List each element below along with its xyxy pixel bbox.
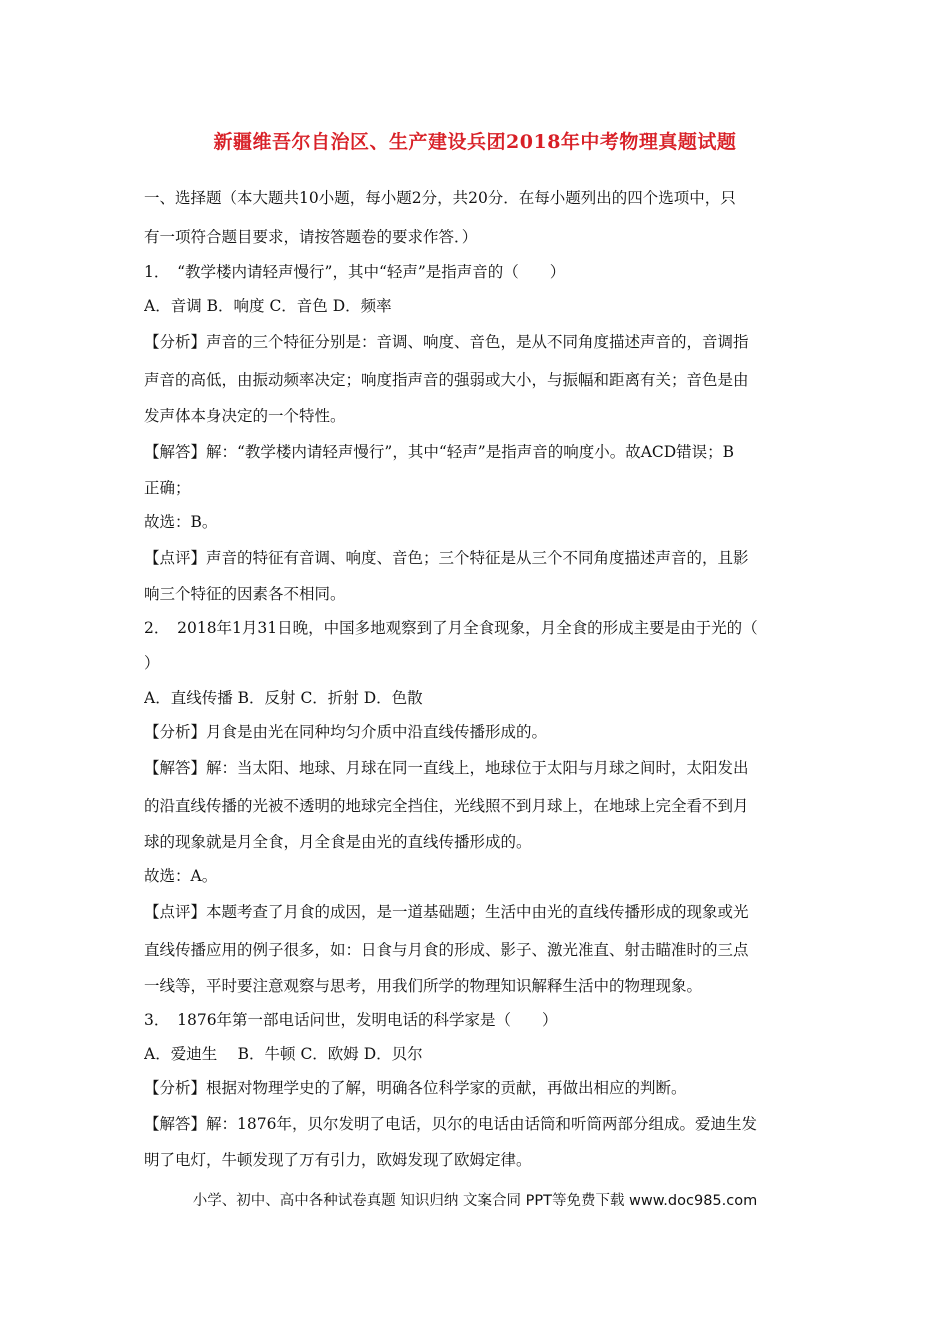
- document-body: [144, 178, 809, 1177]
- question-2-choice: 故选：A。: [144, 867, 218, 885]
- question-2-analysis: 【分析】月食是由光在同种均匀介质中沿直线传播形成的。: [144, 723, 548, 741]
- page-footer[interactable]: 小学、初中、高中各种试卷真题 知识归纳 文案合同 PPT等免费下载 www.doc985.com: [192, 1193, 758, 1209]
- question-1-choice: 故选：B。: [144, 513, 218, 531]
- section-heading-line: 有一项符合题目要求，请按答题卷的要求作答．）: [144, 228, 478, 246]
- question-2-answer: 【解答】解：当太阳、地球、月球在同一直线上，地球位于太阳与月球之间时，太阳发出: [144, 759, 749, 777]
- question-1-answer: 【解答】解：“教学楼内请轻声慢行”，其中“轻声”是指声音的响度小。故ACD错误；B: [144, 443, 735, 461]
- document-title: 新疆维吾尔自治区、生产建设兵团2018年中考物理真题试题: [213, 131, 737, 153]
- question-2-stem: 2． 2018年1月31日晚，中国多地观察到了月全食现象，月全食的形成主要是由于光的（: [144, 619, 758, 637]
- question-2-comment: 直线传播应用的例子很多，如：日食与月食的形成、影子、激光准直、射击瞄准时的三点: [144, 941, 749, 959]
- question-1-options: A．音调 B．响度 C．音色 D．频率: [144, 297, 392, 315]
- question-1-answer: 正确；: [144, 479, 191, 497]
- question-1-comment: 【点评】声音的特征有音调、响度、音色；三个特征是从三个不同角度描述声音的，且影: [144, 549, 749, 567]
- question-1-analysis: 【分析】声音的三个特征分别是：音调、响度、音色，是从不同角度描述声音的，音调指: [144, 333, 749, 351]
- question-1-stem: 1． “教学楼内请轻声慢行”，其中“轻声”是指声音的（ ）: [144, 263, 566, 281]
- question-2-options: A．直线传播 B．反射 C．折射 D．色散: [144, 689, 423, 707]
- question-2-comment: 【点评】本题考查了月食的成因，是一道基础题；生活中由光的直线传播形成的现象或光: [144, 903, 749, 921]
- question-3-answer: 明了电灯，牛顿发现了万有引力，欧姆发现了欧姆定律。: [144, 1151, 532, 1169]
- section-heading-line: 一、选择题（本大题共10小题，每小题2分，共20分．在每小题列出的四个选项中，只: [144, 189, 736, 207]
- question-2-answer: 的沿直线传播的光被不透明的地球完全挡住，光线照不到月球上，在地球上完全看不到月: [144, 797, 749, 815]
- question-1-analysis: 发声体本身决定的一个特性。: [144, 407, 346, 425]
- question-3-analysis: 【分析】根据对物理学史的了解，明确各位科学家的贡献，再做出相应的判断。: [144, 1079, 687, 1097]
- question-2-answer: 球的现象就是月全食，月全食是由光的直线传播形成的。: [144, 833, 532, 851]
- question-3-answer: 【解答】解：1876年，贝尔发明了电话，贝尔的电话由话筒和听筒两部分组成。爱迪生发: [144, 1115, 757, 1133]
- question-2-comment: 一线等，平时要注意观察与思考，用我们所学的物理知识解释生活中的物理现象。: [144, 977, 703, 995]
- question-2-stem: ）: [144, 654, 160, 672]
- question-3-stem: 3． 1876年第一部电话问世，发明电话的科学家是（ ）: [144, 1011, 558, 1029]
- question-1-analysis: 声音的高低，由振动频率决定；响度指声音的强弱或大小，与振幅和距离有关；音色是由: [144, 371, 749, 389]
- question-1-comment: 响三个特征的因素各不相同。: [144, 585, 346, 603]
- question-3-options: A．爱迪生 B．牛顿 C．欧姆 D．贝尔: [144, 1045, 423, 1063]
